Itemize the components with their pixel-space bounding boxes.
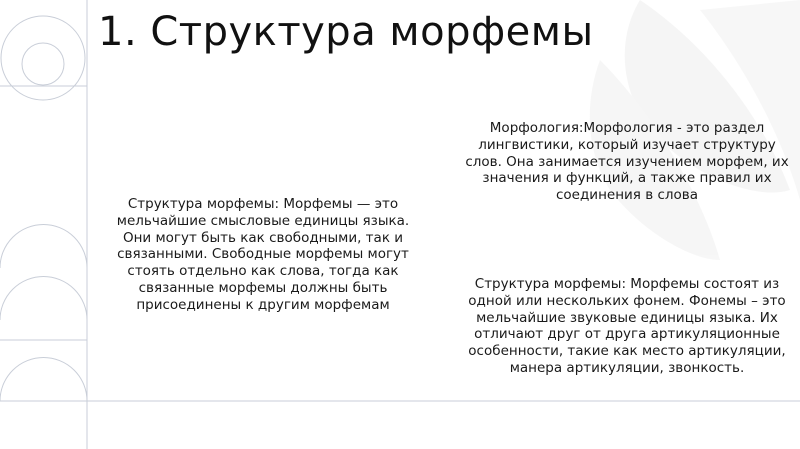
arch-outline-icon <box>0 225 87 269</box>
text-block-morpheme-structure: Структура морфемы: Морфемы — это мельчайшие смысловые единицы языка. Они могут быть как свободными, так и связанными. Свободные морфемы могут стоять отдельно как слова, тогда как связанные морфемы должны быть присоединены к другим морфемам <box>116 196 410 313</box>
arch-outline-icon <box>0 358 87 402</box>
text-block-phonemes: Структура морфемы: Морфемы состоят из одной или нескольких фонем. Фонемы – это мельчайшие звуковые единицы языка. Их отличают друг от друга артикуляционные особенности, такие как место артикуляции, манера артикуляции, звонкость. <box>468 276 786 376</box>
slide-title: 1. Структура морфемы <box>98 9 594 55</box>
arch-outline-icon <box>0 277 87 321</box>
circle-outline-icon <box>22 43 64 85</box>
circle-outline-icon <box>1 16 85 100</box>
text-block-morphology: Морфология:Морфология - это раздел лингвистики, который изучает структуру слов. Она занимается изучением морфем, их значения и функций, а также правил их соединения в слова <box>465 120 789 204</box>
